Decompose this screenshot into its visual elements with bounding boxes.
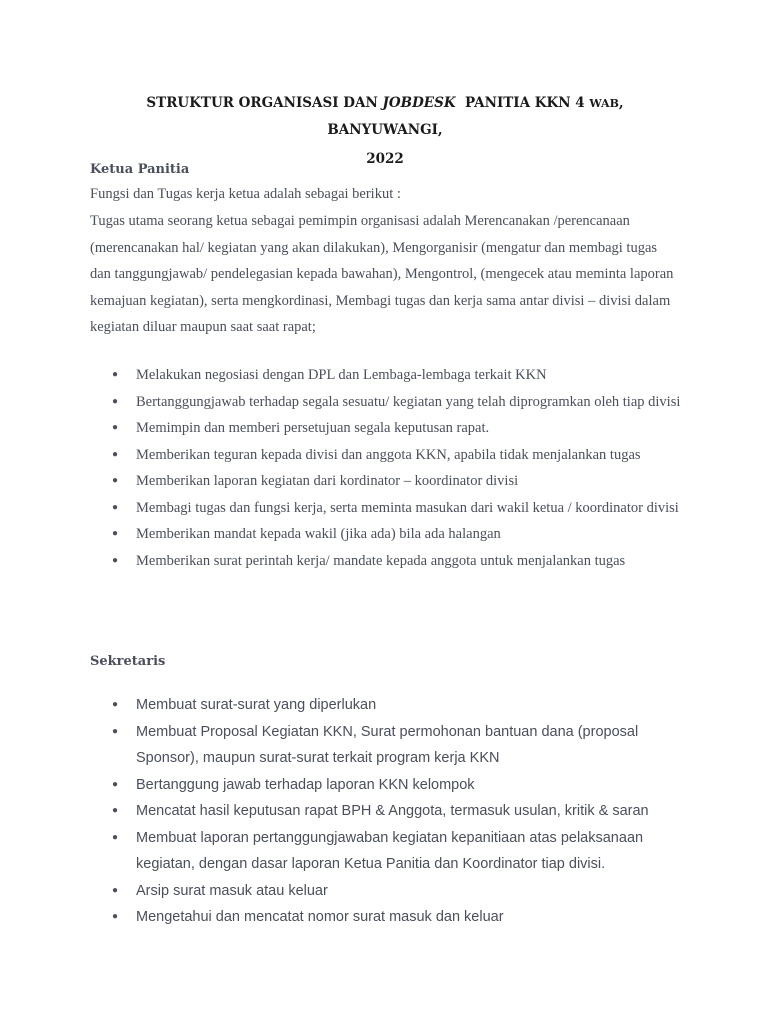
title-text-jobdesk: JOBDESK [382,95,456,111]
title-line-2: 2022 [366,151,404,167]
bullet-icon: ● [112,725,119,737]
list-item [90,362,690,389]
list-item-text: Membuat surat-surat yang diperlukan [136,697,377,713]
list-item [90,878,690,905]
ketua-intro: Fungsi dan Tugas kerja ketua adalah sebagai berikut : [90,186,401,202]
bullet-icon: ● [112,422,119,433]
list-item-text: Memberikan teguran kepada divisi dan anggota KKN, apabila tidak menjalankan tugas [136,446,641,463]
list-item [90,468,690,495]
list-item [90,772,690,799]
bullet-icon: ● [112,369,119,380]
bullet-icon: ● [112,528,119,539]
list-item-text: Bertanggung jawab terhadap laporan KKN kelompok [136,776,475,793]
list-item-text: Melakukan negosiasi dengan DPL dan Lembaga-lembaga terkait KKN [136,367,547,383]
list-item-text: Bertanggungjawab terhadap segala sesuatu/ kegiatan yang telah diprogramkan oleh tiap divisi [136,393,681,410]
list-item [90,495,690,522]
bullet-icon: ● [112,395,119,407]
bullet-icon: ● [112,699,119,710]
ketua-task-list [90,362,690,574]
document-title [90,90,680,173]
bullet-icon: ● [112,554,119,566]
section-heading-sekretaris: Sekretaris [90,654,166,669]
list-item-text: Membuat Proposal Kegiatan KKN, Surat permohonan bantuan dana (proposal Sponsor), maupun surat-surat terkait program kerja KKN [136,723,639,766]
title-line-1 [90,90,680,144]
title-text-5: , BANYUWANGI, [327,95,624,138]
list-item [90,521,690,548]
list-item [90,548,690,575]
bullet-icon: ● [112,448,119,460]
bullet-icon: ● [112,778,119,790]
list-item-text: Mengetahui dan mencatat nomor surat masuk dan keluar [136,909,504,925]
list-item [90,825,690,878]
sekretaris-task-list [90,692,690,931]
bullet-icon: ● [112,831,119,843]
list-item [90,692,690,719]
section-heading-ketua: Ketua Panitia [90,162,190,177]
bullet-icon: ● [112,911,119,922]
list-item-text: Membagi tugas dan fungsi kerja, serta meminta masukan dari wakil ketua / koordinator divisi [136,499,679,516]
list-item-text: Arsip surat masuk atau keluar [136,882,328,899]
ketua-paragraph: Tugas utama seorang ketua sebagai pemimpin organisasi adalah Merencanakan /perencanaan (merencanakan hal/ kegiatan yang akan dilakukan), Mengorganisir (mengatur dan membagi tugas dan tanggungjawab/ pendelegasian kepada bawahan), Mengontrol, (mengecek atau meminta laporan kemajuan kegiatan), serta mengkordinasi, Membagi tugas dan kerja sama antar divisi – divisi dalam kegiatan diluar maupun saat saat rapat; [90,213,674,335]
list-item [90,904,690,931]
bullet-icon: ● [112,884,119,896]
list-item-text: Membuat laporan pertanggungjawaban kegiatan kepanitiaan atas pelaksanaan kegiatan, dengan dasar laporan Ketua Panitia dan Koordinator tiap divisi. [136,829,644,872]
bullet-icon: ● [112,475,119,486]
bullet-icon: ● [112,805,119,816]
title-text-wab: WAB [589,97,619,110]
title-text-1: STRUKTUR ORGANISASI DAN [146,95,383,111]
list-item-text: Mencatat hasil keputusan rapat BPH & Anggota, termasuk usulan, kritik & saran [136,803,649,819]
list-item [90,719,690,772]
list-item-text: Memberikan laporan kegiatan dari kordinator – koordinator divisi [136,473,519,489]
list-item-text: Memberikan surat perintah kerja/ mandate kepada anggota untuk menjalankan tugas [136,552,626,569]
list-item [90,798,690,825]
list-item [90,415,690,442]
bullet-icon: ● [112,501,119,513]
list-item [90,442,690,469]
list-item-text: Memberikan mandat kepada wakil (jika ada) bila ada halangan [136,526,501,542]
list-item [90,389,690,416]
title-text-3: PANITIA KKN 4 [455,95,590,111]
list-item-text: Memimpin dan memberi persetujuan segala keputusan rapat. [136,420,490,436]
